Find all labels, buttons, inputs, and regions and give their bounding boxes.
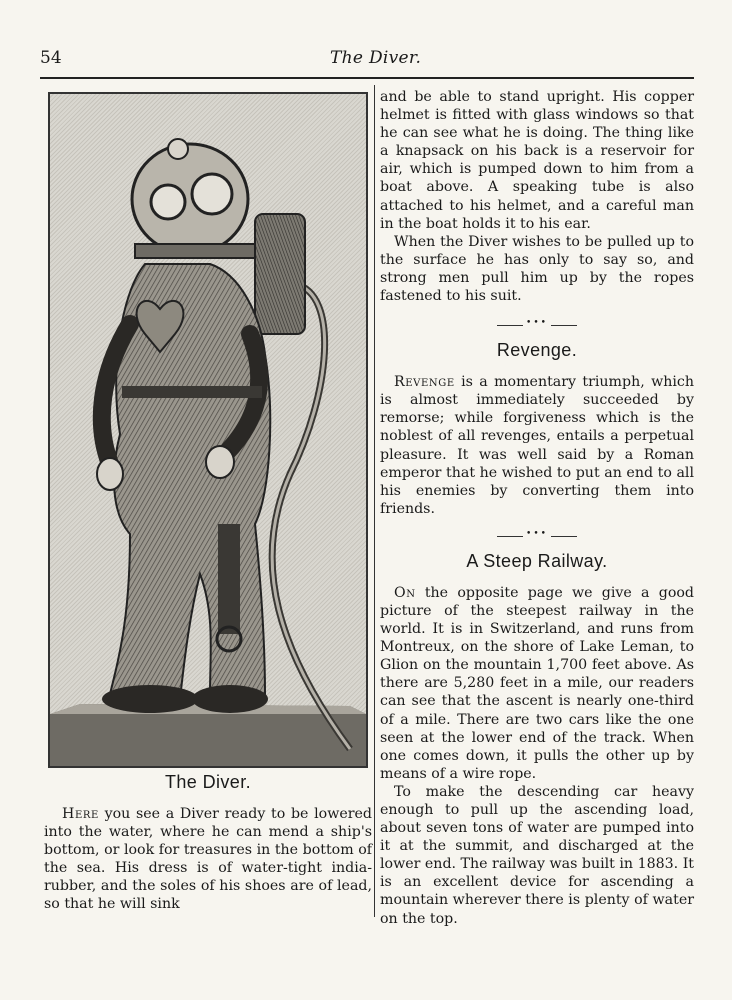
lead-word-revenge: Revenge bbox=[394, 374, 455, 391]
running-head: The Diver. bbox=[330, 48, 422, 68]
diver-engraving-icon bbox=[50, 94, 366, 766]
railway-paragraph-1 bbox=[380, 584, 694, 783]
ornament-glyph: ••• bbox=[523, 318, 551, 328]
diver-continued-paragraph: and be able to stand upright. His copper helmet is fitted with glass windows so that he can see what he is doing. The thing like a knapsack on his back is a reservoir for air, which is pumped down to him from a boat above. A speaking tube is also attached to his helmet, and a careful man in the boat holds it to his ear. bbox=[380, 89, 694, 232]
ornament-glyph-2: ••• bbox=[523, 529, 551, 539]
revenge-paragraph bbox=[380, 373, 694, 518]
ornament-divider bbox=[497, 318, 577, 330]
diver-illustration bbox=[48, 92, 368, 768]
railway-title: A Steep Railway. bbox=[466, 550, 608, 571]
ornament-divider-2 bbox=[497, 528, 577, 541]
caption-the-diver: The Diver. bbox=[164, 772, 252, 792]
diver-paragraph-1-body: you see a Diver ready to be lowered into the water, where he can mend a ship's bottom, or look for treasures in the bottom of the sea. His dress is of water-tight india-rubber, and the soles of his shoes are of lead, so that he will sink bbox=[44, 806, 372, 913]
diver-paragraph-1 bbox=[44, 805, 372, 914]
railway-paragraph-1-body: the opposite page we give a good picture of the steepest railway in the world. It is in Switzerland, and runs from Montreux, on the shore of Lake Leman, to Glion on the mountain 1,700 feet above. As there are 5,280 feet in a mile, our readers can see that the ascent is nearly one-third of a mile. There are two cars like the one seen at the lower end of the track. When one comes down, it pulls the other up by means of a wire rope. bbox=[380, 584, 694, 782]
revenge-title: Revenge. bbox=[496, 340, 578, 361]
left-column bbox=[44, 772, 372, 914]
lead-word-on: On bbox=[394, 584, 416, 601]
right-column bbox=[380, 88, 694, 928]
railway-paragraph-2: To make the descending car heavy enough to pull up the ascending load, about seven tons of water are pumped into it at the summit, and discharged at the lower end. The railway was built in 1883. It is an excellent device for ascending a mountain wherever there is plenty of water on the top. bbox=[380, 783, 695, 927]
page-number: 54 bbox=[40, 48, 62, 68]
lead-word-here: Here bbox=[62, 806, 99, 822]
column-divider bbox=[374, 85, 375, 917]
revenge-paragraph-body: is a momentary triumph, which is almost immediately succeeded by remorse; while forgiveness which is the noblest of all revenges, entails a perpetual pleasure. It was well said by a Roman emperor that he wished to put an end to all his enemies by converting them into friends. bbox=[380, 374, 694, 517]
header-rule bbox=[40, 77, 694, 79]
diver-paragraph-2: When the Diver wishes to be pulled up to the surface he has only to say so, and strong men pull him up by the ropes fastened to his suit. bbox=[380, 233, 694, 305]
